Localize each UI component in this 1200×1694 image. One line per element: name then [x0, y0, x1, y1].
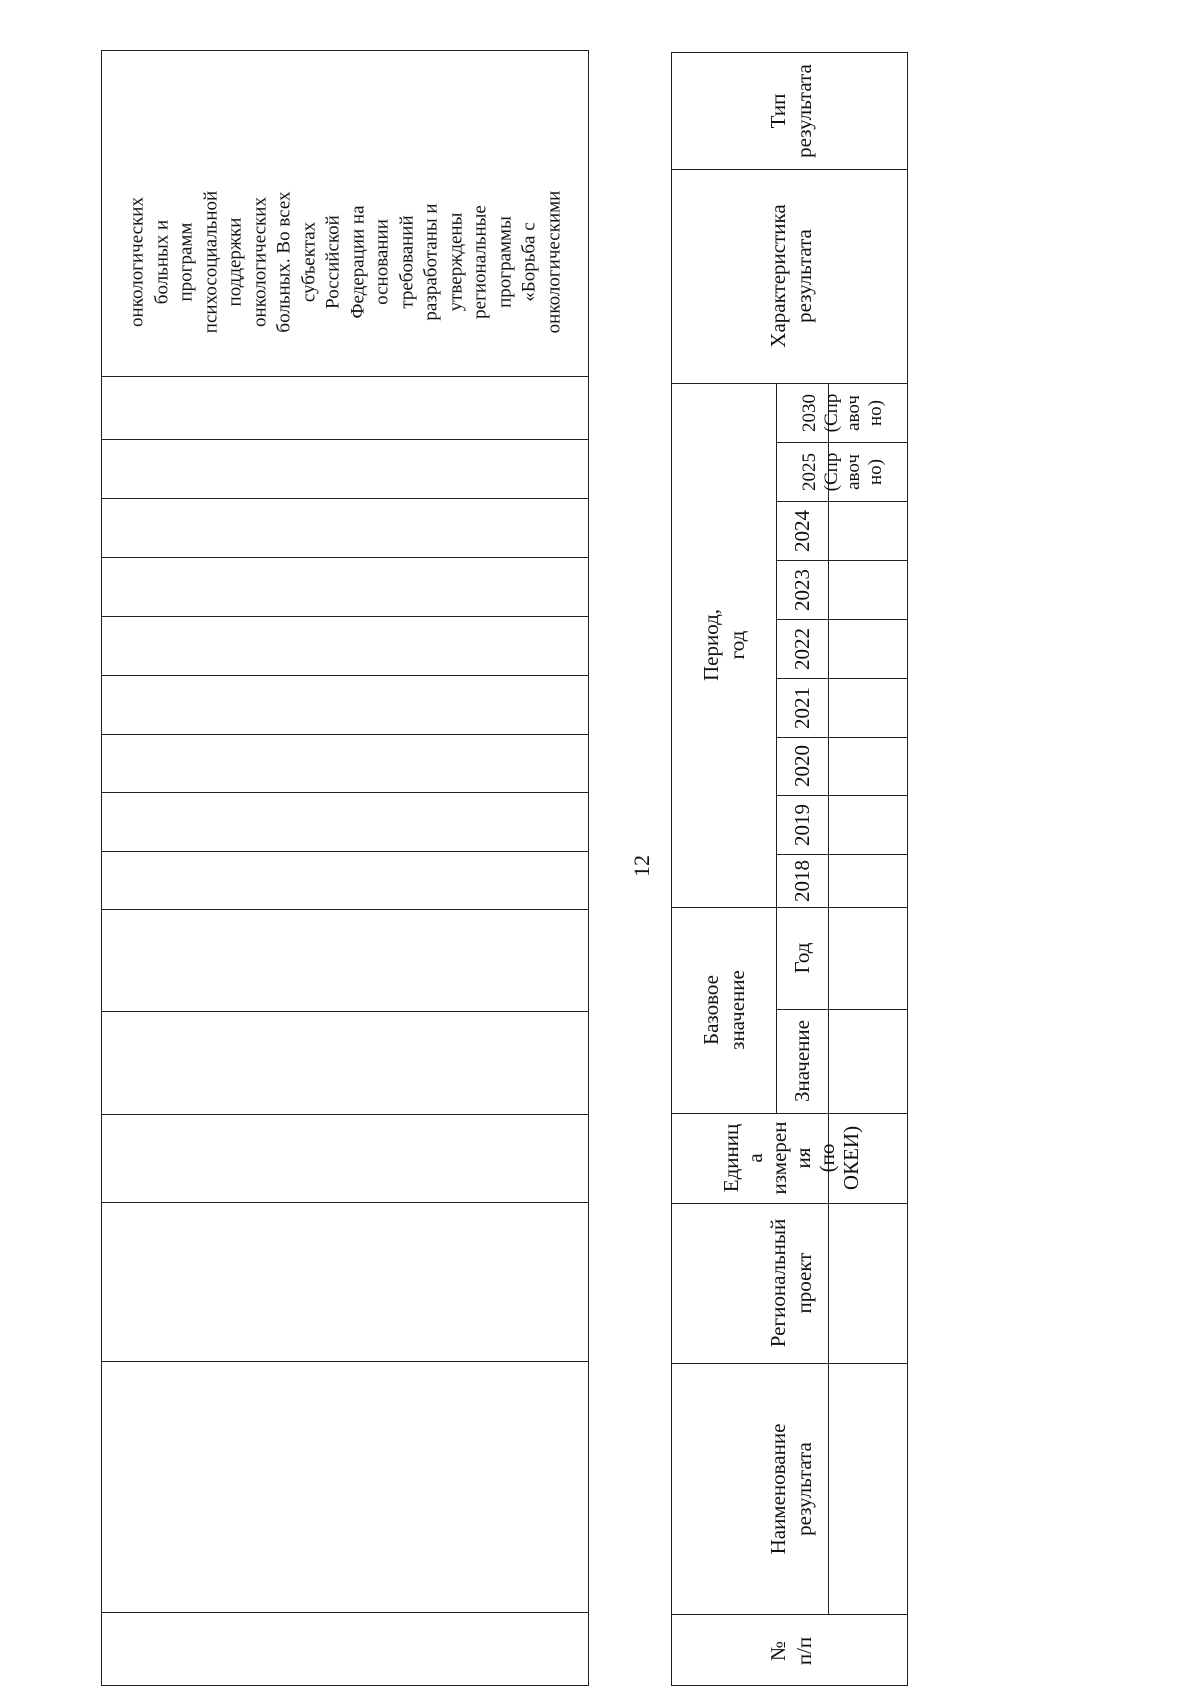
year-2030: 2030 (Спр авоч но) — [798, 393, 886, 432]
header-base-value: Базовое значение — [699, 970, 749, 1050]
header-result-type: Тип результата — [765, 64, 816, 158]
header-result-name: Наименование результата — [765, 1423, 816, 1554]
year-2019: 2019 — [790, 803, 814, 846]
results-header-table — [671, 52, 908, 1686]
year-2020: 2020 — [790, 745, 814, 787]
header-number: № п/п — [765, 1636, 816, 1665]
continuation-text: онкологических больных и программ психосоциальной поддержки онкологических больных. Во всех субъектах Российской Федерации на основании требований разработаны и утверждены региональные программы «Борьба с онкологическими — [126, 190, 564, 333]
header-result-characteristic: Характеристика результата — [765, 204, 816, 348]
year-2024: 2024 — [790, 509, 814, 552]
year-2018: 2018 — [790, 859, 814, 902]
header-base-year: Год — [790, 942, 814, 974]
year-2022: 2022 — [790, 627, 814, 670]
year-2023: 2023 — [790, 568, 814, 611]
page-number: 12 — [629, 855, 654, 877]
header-unit: Единиц а измерен ия (по ОКЕИ) — [718, 1121, 863, 1195]
continuation-text-cell — [102, 147, 590, 376]
header-regional-project: Региональный проект — [765, 1218, 816, 1348]
header-base-value-value: Значение — [790, 1020, 814, 1102]
continuation-table — [101, 50, 589, 1686]
header-period: Период, год — [699, 608, 749, 682]
year-2021: 2021 — [790, 686, 814, 729]
year-2025: 2025 (Спр авоч но) — [798, 452, 886, 491]
